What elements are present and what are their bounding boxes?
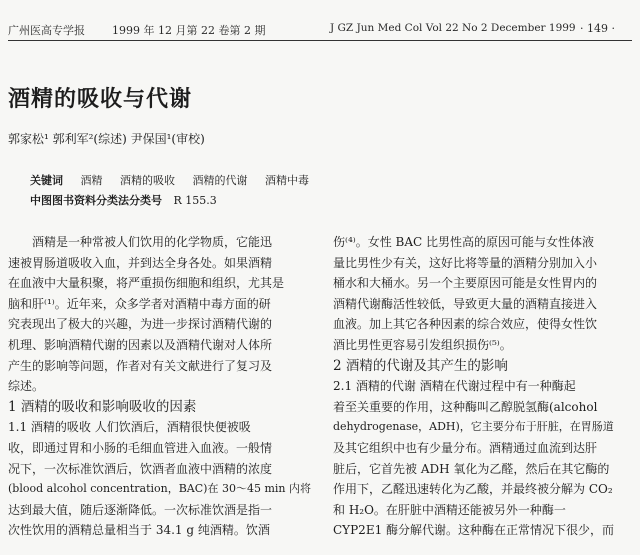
- body-line: 量比男性少有关，这好比将等量的酒精分别加入小: [333, 255, 598, 270]
- body-line: 酒精是一种常被人们饮用的化学物质，它能迅: [32, 235, 273, 249]
- journal-name: 广州医高专学报: [8, 24, 85, 37]
- keyword: 酒精中毒: [265, 174, 309, 187]
- page-number: · 149 ·: [580, 22, 615, 35]
- header-rule: [8, 40, 632, 41]
- subsection-line: 1.1 酒精的吸收 人们饮酒后，酒精很快便被吸: [8, 420, 251, 435]
- keyword: 酒精的吸收: [120, 174, 175, 187]
- body-line: 伤⁽⁴⁾。女性 BAC 比男性高的原因可能与女性体液: [333, 235, 595, 249]
- journal-english: J GZ Jun Med Col Vol 22 No 2 December 1999: [330, 22, 576, 34]
- body-line: 和 H₂O。在肝脏中酒精还能被另外一种酶一: [333, 502, 566, 517]
- section-heading: 1 酒精的吸收和影响吸收的因素: [8, 398, 197, 415]
- body-line: 酒精代谢酶活性较低，导致更大量的酒精直接进入: [333, 296, 598, 311]
- body-line: 酒比男性更容易引发组织损伤⁽⁵⁾。: [333, 337, 512, 352]
- body-line: 次性饮用的酒精总量相当于 34.1 g 纯酒精。饮酒: [8, 523, 270, 538]
- body-line: 桶水和大桶水。另一个主要原因可能是女性胃内的: [333, 276, 598, 291]
- body-line: 综述。: [8, 379, 45, 394]
- body-line: 产生的影响等问题，作者对有关文献进行了复习及: [8, 358, 273, 373]
- section-heading: 2 酒精的代谢及其产生的影响: [333, 357, 508, 374]
- body-line: 脏后，它首先被 ADH 氧化为乙醛，然后在其它酶的: [333, 461, 610, 476]
- body-line: 机理、影响酒精代谢的因素以及酒精代谢对人体所: [8, 337, 273, 352]
- left-column: [8, 232, 311, 541]
- body-line: 究表现出了极大的兴趣，为进一步探讨酒精代谢的: [8, 317, 273, 332]
- body-line: (blood alcohol concentration，BAC)在 30～45 min 内将: [8, 482, 311, 496]
- body-line: CYP2E1 酶分解代谢。这种酶在正常情况下很少，而: [333, 523, 615, 538]
- body-line: 及其它组织中也有少量分布。酒精通过血流到达肝: [333, 440, 598, 455]
- body-line: 速被胃肠道吸收入血，并到达全身各处。如果酒精: [8, 255, 273, 270]
- authors: 郭家松¹ 郭利军²(综述) 尹保国¹(审校): [8, 132, 205, 146]
- body-line: 着至关重要的作用，这种酶叫乙醇脱氢酶(alcohol: [333, 399, 598, 414]
- classification-line: [30, 192, 217, 208]
- body-line: 脑和肝⁽¹⁾。近年来，众多学者对酒精中毒方面的研: [8, 296, 271, 311]
- body-line: dehydrogenase，ADH)，它主要分布于肝脏，在胃肠道: [333, 420, 614, 434]
- article-title: 酒精的吸收与代谢: [8, 86, 193, 112]
- body-line: 况下，一次标准饮酒后，饮酒者血液中酒精的浓度: [8, 461, 273, 476]
- body-line: 作用下，乙醛迅速转化为乙酸，并最终被分解为 CO₂: [333, 482, 613, 497]
- keyword: 酒精的代谢: [192, 174, 248, 187]
- subsection-line: 2.1 酒精的代谢 酒精在代谢过程中有一种酶起: [333, 379, 576, 394]
- right-column: [333, 232, 633, 541]
- body-line: 血液。加上其它各种因素的综合效应，使得女性饮: [333, 317, 598, 332]
- keyword: 酒精: [80, 174, 103, 187]
- classification-value: R 155.3: [173, 194, 217, 207]
- body-line: 在血液中大量积聚，将严重损伤细胞和组织，尤其是: [8, 276, 285, 291]
- keywords-label: 关键词: [30, 174, 63, 187]
- body-line: 达到最大值，随后逐渐降低。一次标准饮酒是指一: [8, 502, 273, 517]
- classification-label: 中图图书资料分类法分类号: [30, 194, 162, 207]
- issue-info: 1999 年 12 月第 22 卷第 2 期: [112, 24, 266, 37]
- body-line: 收，即通过胃和小肠的毛细血管进入血液。一般情: [8, 440, 273, 455]
- keywords-line: [30, 172, 309, 188]
